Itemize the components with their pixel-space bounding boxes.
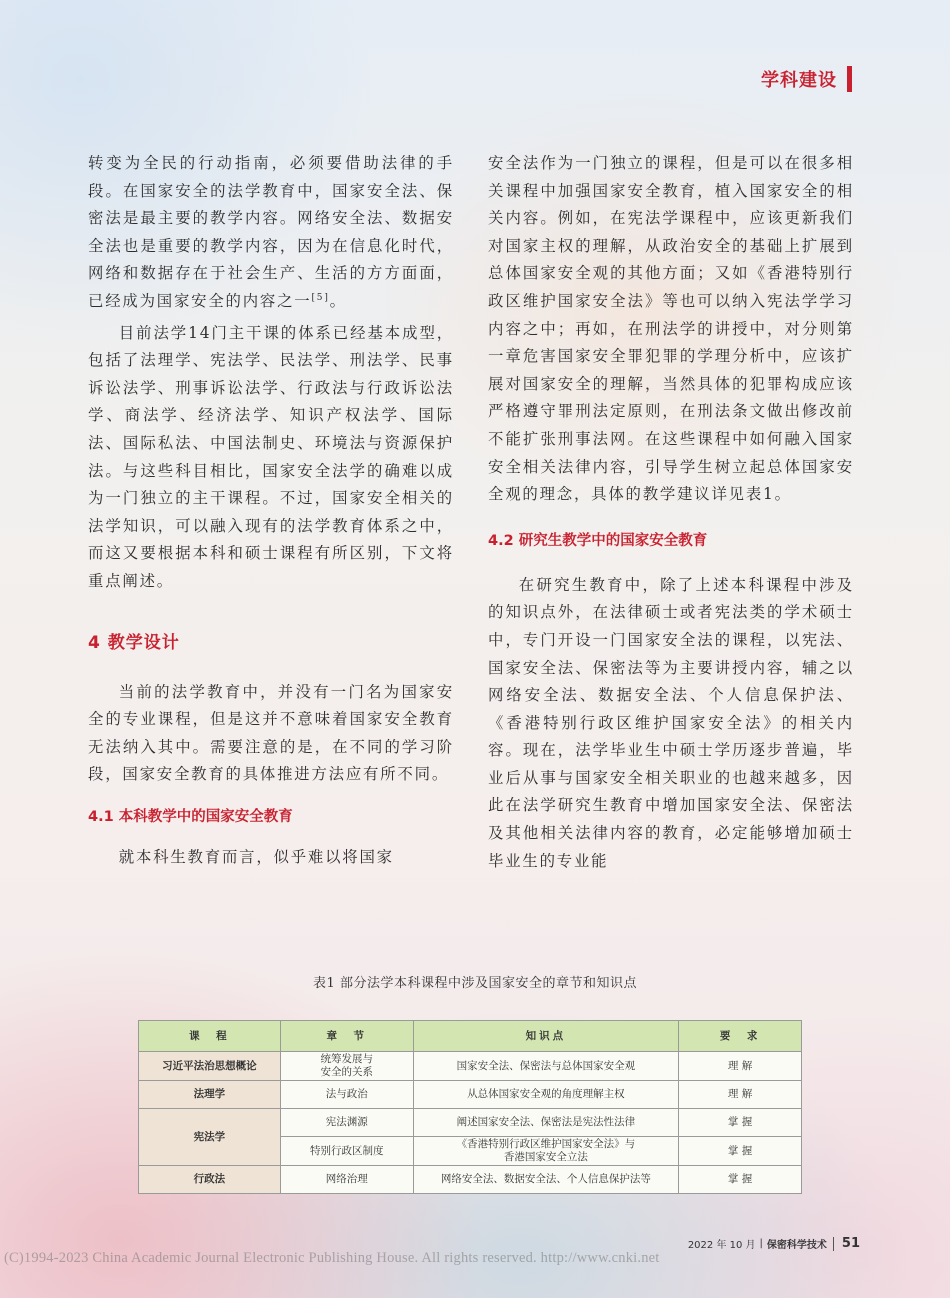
- section-tag: [761, 66, 852, 92]
- section-tag-bar: [847, 66, 852, 92]
- cell-requirement: 掌 握: [679, 1109, 802, 1137]
- table-row: [139, 1052, 802, 1081]
- subsection-heading-4-2: 4.2 研究生教学中的国家安全教育: [488, 532, 708, 549]
- cell-chapter: 网络治理: [280, 1166, 413, 1194]
- course-table: [138, 1020, 802, 1194]
- cell-chapter: 特别行政区制度: [280, 1137, 413, 1166]
- right-paragraph-1: 安全法作为一门独立的课程，但是可以在很多相关课程中加强国家安全教育，植入国家安全的相关内容。例如，在宪法学课程中，应该更新我们对国家主权的理解，从政治安全的基础上扩展到总体国家安全观的其他方面；又如《香港特别行政区维护国家安全法》等也可以纳入宪法学学习内容之中；再如，在刑法学的讲授中，对分则第一章危害国家安全罪犯罪的学理分析中，应该扩展对国家安全的理解，当然具体的犯罪构成应该严格遵守罪刑法定原则，在刑法条文做出修改前不能扩张刑事法网。在这些课程中如何融入国家安全相关法律内容，引导学生树立起总体国家安全观的理念，具体的教学建议详见表1。: [488, 154, 854, 504]
- cell-requirement: 理 解: [679, 1081, 802, 1109]
- cell-chapter: 宪法渊源: [280, 1109, 413, 1137]
- cell-requirement: 理 解: [679, 1052, 802, 1081]
- copyright-watermark: (C)1994-2023 China Academic Journal Electronic Publishing House. All rights reserved. http://www.cnki.net: [4, 1250, 660, 1266]
- subsection-heading-4-1: 4.1 本科教学中的国家安全教育: [88, 808, 293, 825]
- header-requirement: 要 求: [679, 1021, 802, 1052]
- left-column: [88, 150, 454, 871]
- issue-date: 2022 年 10 月: [687, 1240, 756, 1251]
- table-header-row: [139, 1021, 802, 1052]
- footer-separator: |: [759, 1238, 763, 1249]
- left-paragraph-4: 就本科生教育而言，似乎难以将国家: [118, 847, 394, 866]
- left-paragraph-1: 转变为全民的行动指南，必须要借助法律的手段。在国家安全的法学教育中，国家安全法、保密法是最主要的教学内容。网络安全法、数据安全法也是重要的教学内容，因为在信息化时代，网络和数据存在于社会生产、生活的方方面面，已经成为国家安全的内容之一[5]。: [88, 154, 454, 310]
- left-paragraph-3: 当前的法学教育中，并没有一门名为国家安全的专业课程，但是这并不意味着国家安全教育无法纳入其中。需要注意的是，在不同的学习阶段，国家安全教育的具体推进方法应有所不同。: [88, 682, 454, 784]
- section-tag-label: 学科建设: [761, 70, 837, 91]
- cell-point: 阐述国家安全法、保密法是宪法性法律: [413, 1109, 679, 1137]
- cell-chapter: 统筹发展与 安全的关系: [280, 1052, 413, 1081]
- header-chapter: 章 节: [280, 1021, 413, 1052]
- cell-chapter: 法与政治: [280, 1081, 413, 1109]
- citation-ref[interactable]: [5]: [311, 292, 330, 303]
- left-paragraph-2: 目前法学14门主干课的体系已经基本成型，包括了法理学、宪法学、民法学、刑法学、民事诉讼法学、刑事诉讼法学、行政法与行政诉讼法学、商法学、经济法学、知识产权法学、国际法、国际私法、中国法制史、环境法与资源保护法。与这些科目相比，国家安全法学的确难以成为一门独立的主干课程。不过，国家安全相关的法学知识，可以融入现有的法学教育体系之中，而这又要根据本科和硕士课程有所区别，下文将重点阐述。: [88, 323, 454, 590]
- header-course: 课 程: [139, 1021, 281, 1052]
- cell-point: 网络安全法、数据安全法、个人信息保护法等: [413, 1166, 679, 1194]
- cell-course: 法理学: [139, 1081, 281, 1109]
- footer-bar: [833, 1237, 834, 1251]
- page-footer: [688, 1236, 860, 1251]
- cell-point: 《香港特别行政区维护国家安全法》与 香港国家安全立法: [413, 1137, 679, 1166]
- cell-course: 行政法: [139, 1166, 281, 1194]
- cell-point: 从总体国家安全观的角度理解主权: [413, 1081, 679, 1109]
- right-column: [488, 150, 854, 875]
- journal-name: 保密科学技术: [766, 1240, 827, 1251]
- table-caption: 表1 部分法学本科课程中涉及国家安全的章节和知识点: [313, 976, 637, 991]
- header-knowledge-point: 知识点: [413, 1021, 679, 1052]
- cell-requirement: 掌 握: [679, 1166, 802, 1194]
- cell-requirement: 掌 握: [679, 1137, 802, 1166]
- table-row: [139, 1081, 802, 1109]
- cell-point: 国家安全法、保密法与总体国家安全观: [413, 1052, 679, 1081]
- page-number: 51: [841, 1236, 860, 1251]
- table-row: [139, 1166, 802, 1194]
- right-paragraph-2: 在研究生教育中，除了上述本科课程中涉及的知识点外，在法律硕士或者宪法类的学术硕士中，专门开设一门国家安全法的课程，以宪法、国家安全法、保密法等为主要讲授内容，辅之以网络安全法、数据安全法、个人信息保护法、《香港特别行政区维护国家安全法》的相关内容。现在，法学毕业生中硕士学历逐步普遍，毕业后从事与国家安全相关职业的也越来越多，因此在法学研究生教育中增加国家安全法、保密法及其他相关法律内容的教育，必定能够增加硕士毕业生的专业能: [488, 575, 854, 870]
- cell-course: 习近平法治思想概论: [139, 1052, 281, 1081]
- cell-course: 宪法学: [139, 1109, 281, 1166]
- section-heading-4: 4 教学设计: [88, 632, 180, 653]
- table-row: [139, 1109, 802, 1137]
